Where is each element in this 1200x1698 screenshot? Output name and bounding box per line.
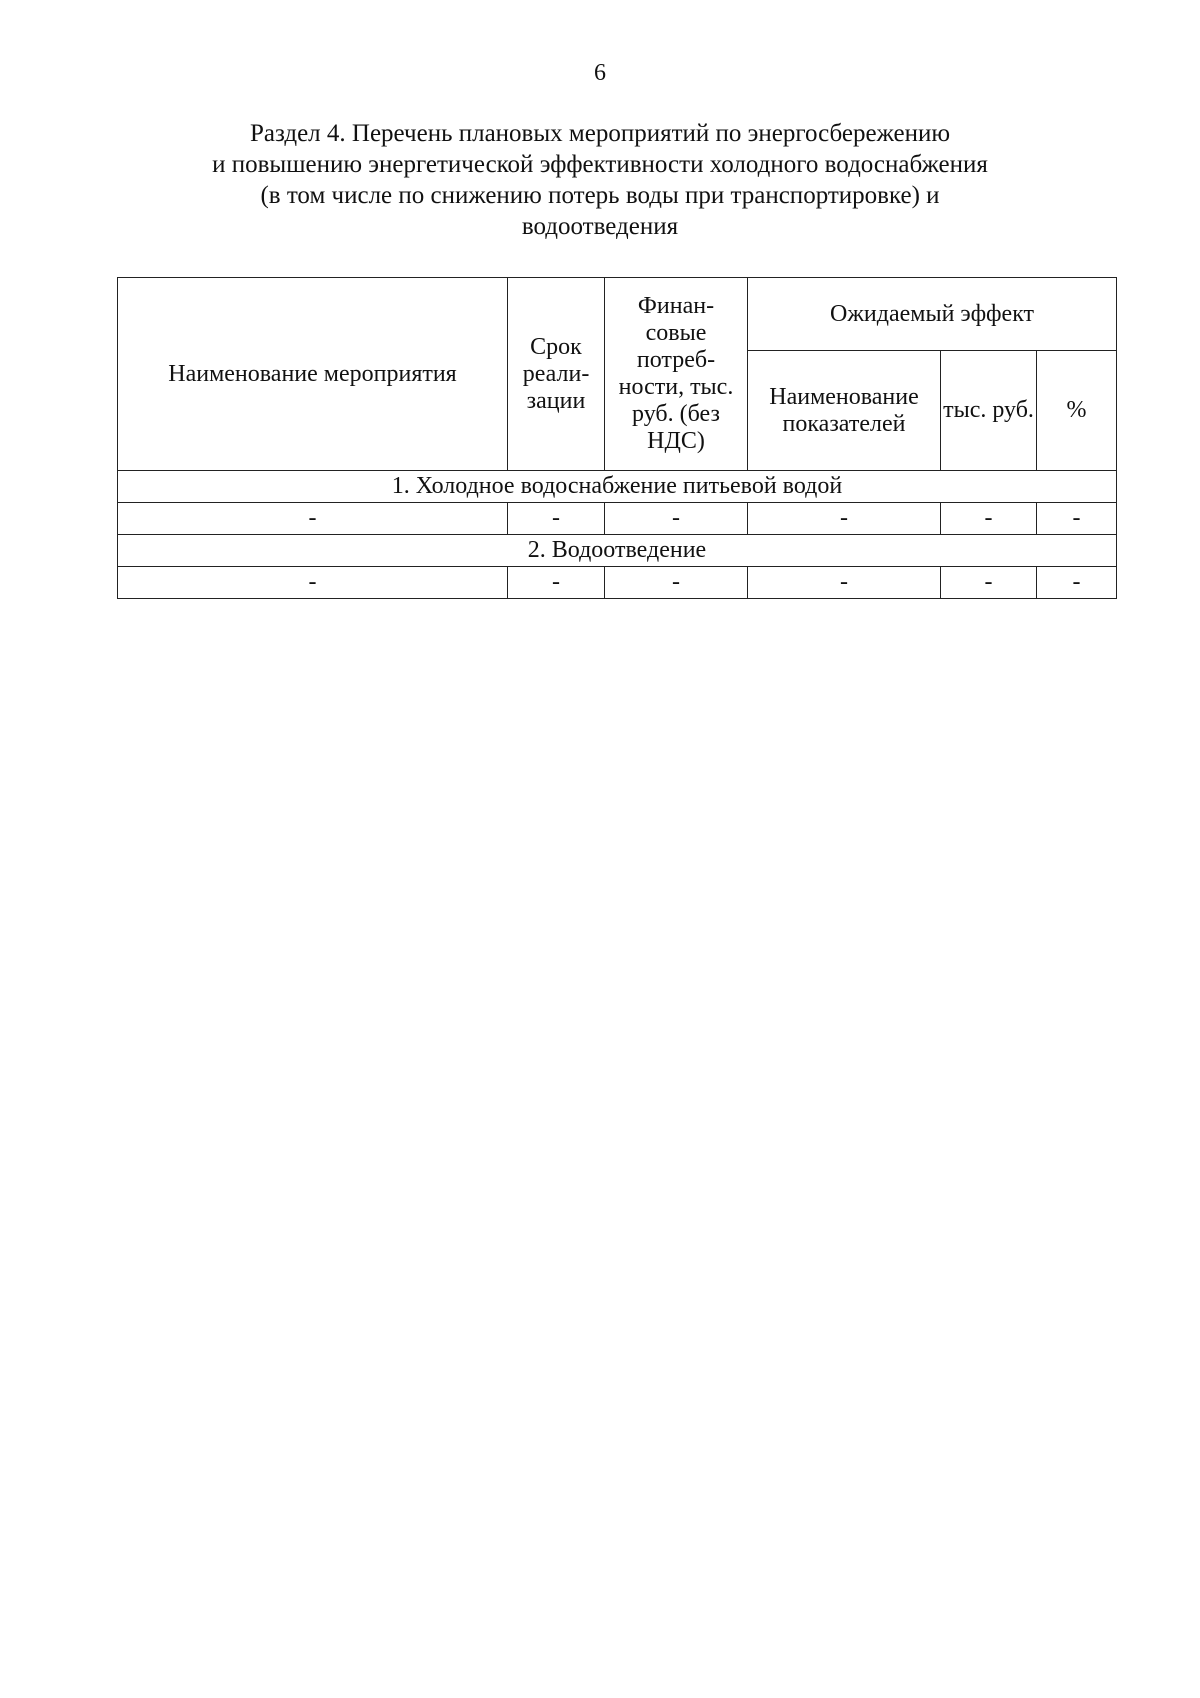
table-cell: - <box>1037 567 1117 599</box>
header-term: Срок реали- зации <box>508 278 605 471</box>
table-row <box>118 567 1117 599</box>
table-cell: - <box>605 567 748 599</box>
section-title-line: Раздел 4. Перечень плановых мероприятий по энергосбережению <box>249 120 951 147</box>
table-cell: - <box>1037 503 1117 535</box>
measures-table <box>117 277 1117 599</box>
header-expected-effect: Ожидаемый эффект <box>748 278 1117 351</box>
table-cell: - <box>508 567 605 599</box>
header-percent: % <box>1037 351 1117 471</box>
table-cell: - <box>605 503 748 535</box>
table-row <box>118 503 1117 535</box>
table-cell: - <box>941 503 1037 535</box>
table-cell: - <box>748 567 941 599</box>
header-measure-name: Наименование мероприятия <box>118 278 508 471</box>
section-row-wastewater: 2. Водоотведение <box>118 535 1117 567</box>
section-title-line: и повышению энергетической эффективности холодного водоснабжения <box>212 151 988 178</box>
section-title-line: (в том числе по снижению потерь воды при транспортировке) и <box>260 182 940 209</box>
table-cell: - <box>748 503 941 535</box>
header-indicator-name: Наименование показателей <box>748 351 941 471</box>
section-title-line: водоотведения <box>521 213 679 240</box>
section-row-cold-water: 1. Холодное водоснабжение питьевой водой <box>118 471 1117 503</box>
header-thousand-rub: тыс. руб. <box>941 351 1037 471</box>
page-number: 6 <box>594 60 606 86</box>
header-finance: Финан- совые потреб- ности, тыс. руб. (без НДС) <box>605 278 748 471</box>
section-title <box>100 118 1100 242</box>
table-cell: - <box>508 503 605 535</box>
table-cell: - <box>118 503 508 535</box>
table-cell: - <box>118 567 508 599</box>
table-cell: - <box>941 567 1037 599</box>
